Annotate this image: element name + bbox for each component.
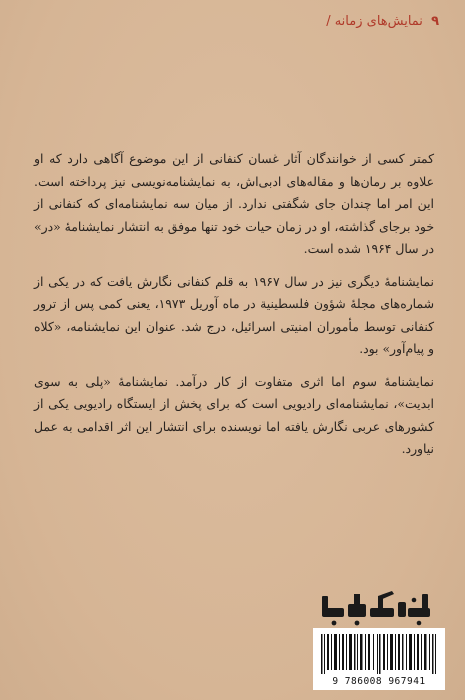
cover-blurb [34, 148, 434, 471]
paragraph-2: نمایشنامهٔ دیگری نیز در سال ۱۹۶۷ به قلم کنفانی نگارش یافت که در یکی از شماره‌های مجلهٔ شؤون فلسطینیة در ماه آوریل ۱۹۷۳، یعنی کمی پس از ترور کنفانی توسط مأموران امنیتی اسرائیل، درج شد. عنوان این نمایشنامه، «کلاه و پیام‌آور» بود. [34, 273, 434, 356]
barcode-bars [321, 634, 437, 674]
publisher-logo-mark [318, 590, 436, 628]
isbn-digits: 9 786008 967941 [332, 676, 426, 687]
isbn-barcode [313, 628, 445, 690]
publisher-logo [318, 590, 436, 628]
running-title: نمایش‌های زمانه / [326, 14, 423, 29]
page-number: ۹ [431, 14, 439, 29]
paragraph-1: کمتر کسی از خوانندگان آثار غسان کنفانی از این موضوع آگاهی دارد که او علاوه بر رمان‌ها و مقاله‌های ادبی‌اش، به نمایشنامه‌نویسی نیز پرداخته است. این امر اما چندان جای شگفتی ندارد. از میان سه نمایشنامه‌ای که کنفانی از خود برجای گذاشته، او در زمان حیات خود تنها موفق به انتشار نمایشنامهٔ «در» در سال ۱۹۶۴ شده است. [34, 151, 434, 256]
paragraph-3: نمایشنامهٔ سوم اما اثری متفاوت از کار درآمد. نمایشنامهٔ «پلی به سوی ابدیت»، نمایشنامه‌ای رادیویی است که برای پخش از ایستگاه رادیویی یکی از کشورهای عربی نگارش یافته اما نویسنده برای انتشار این اثر اقدامی به عمل نیاورد. [34, 373, 434, 456]
running-header [326, 14, 439, 29]
